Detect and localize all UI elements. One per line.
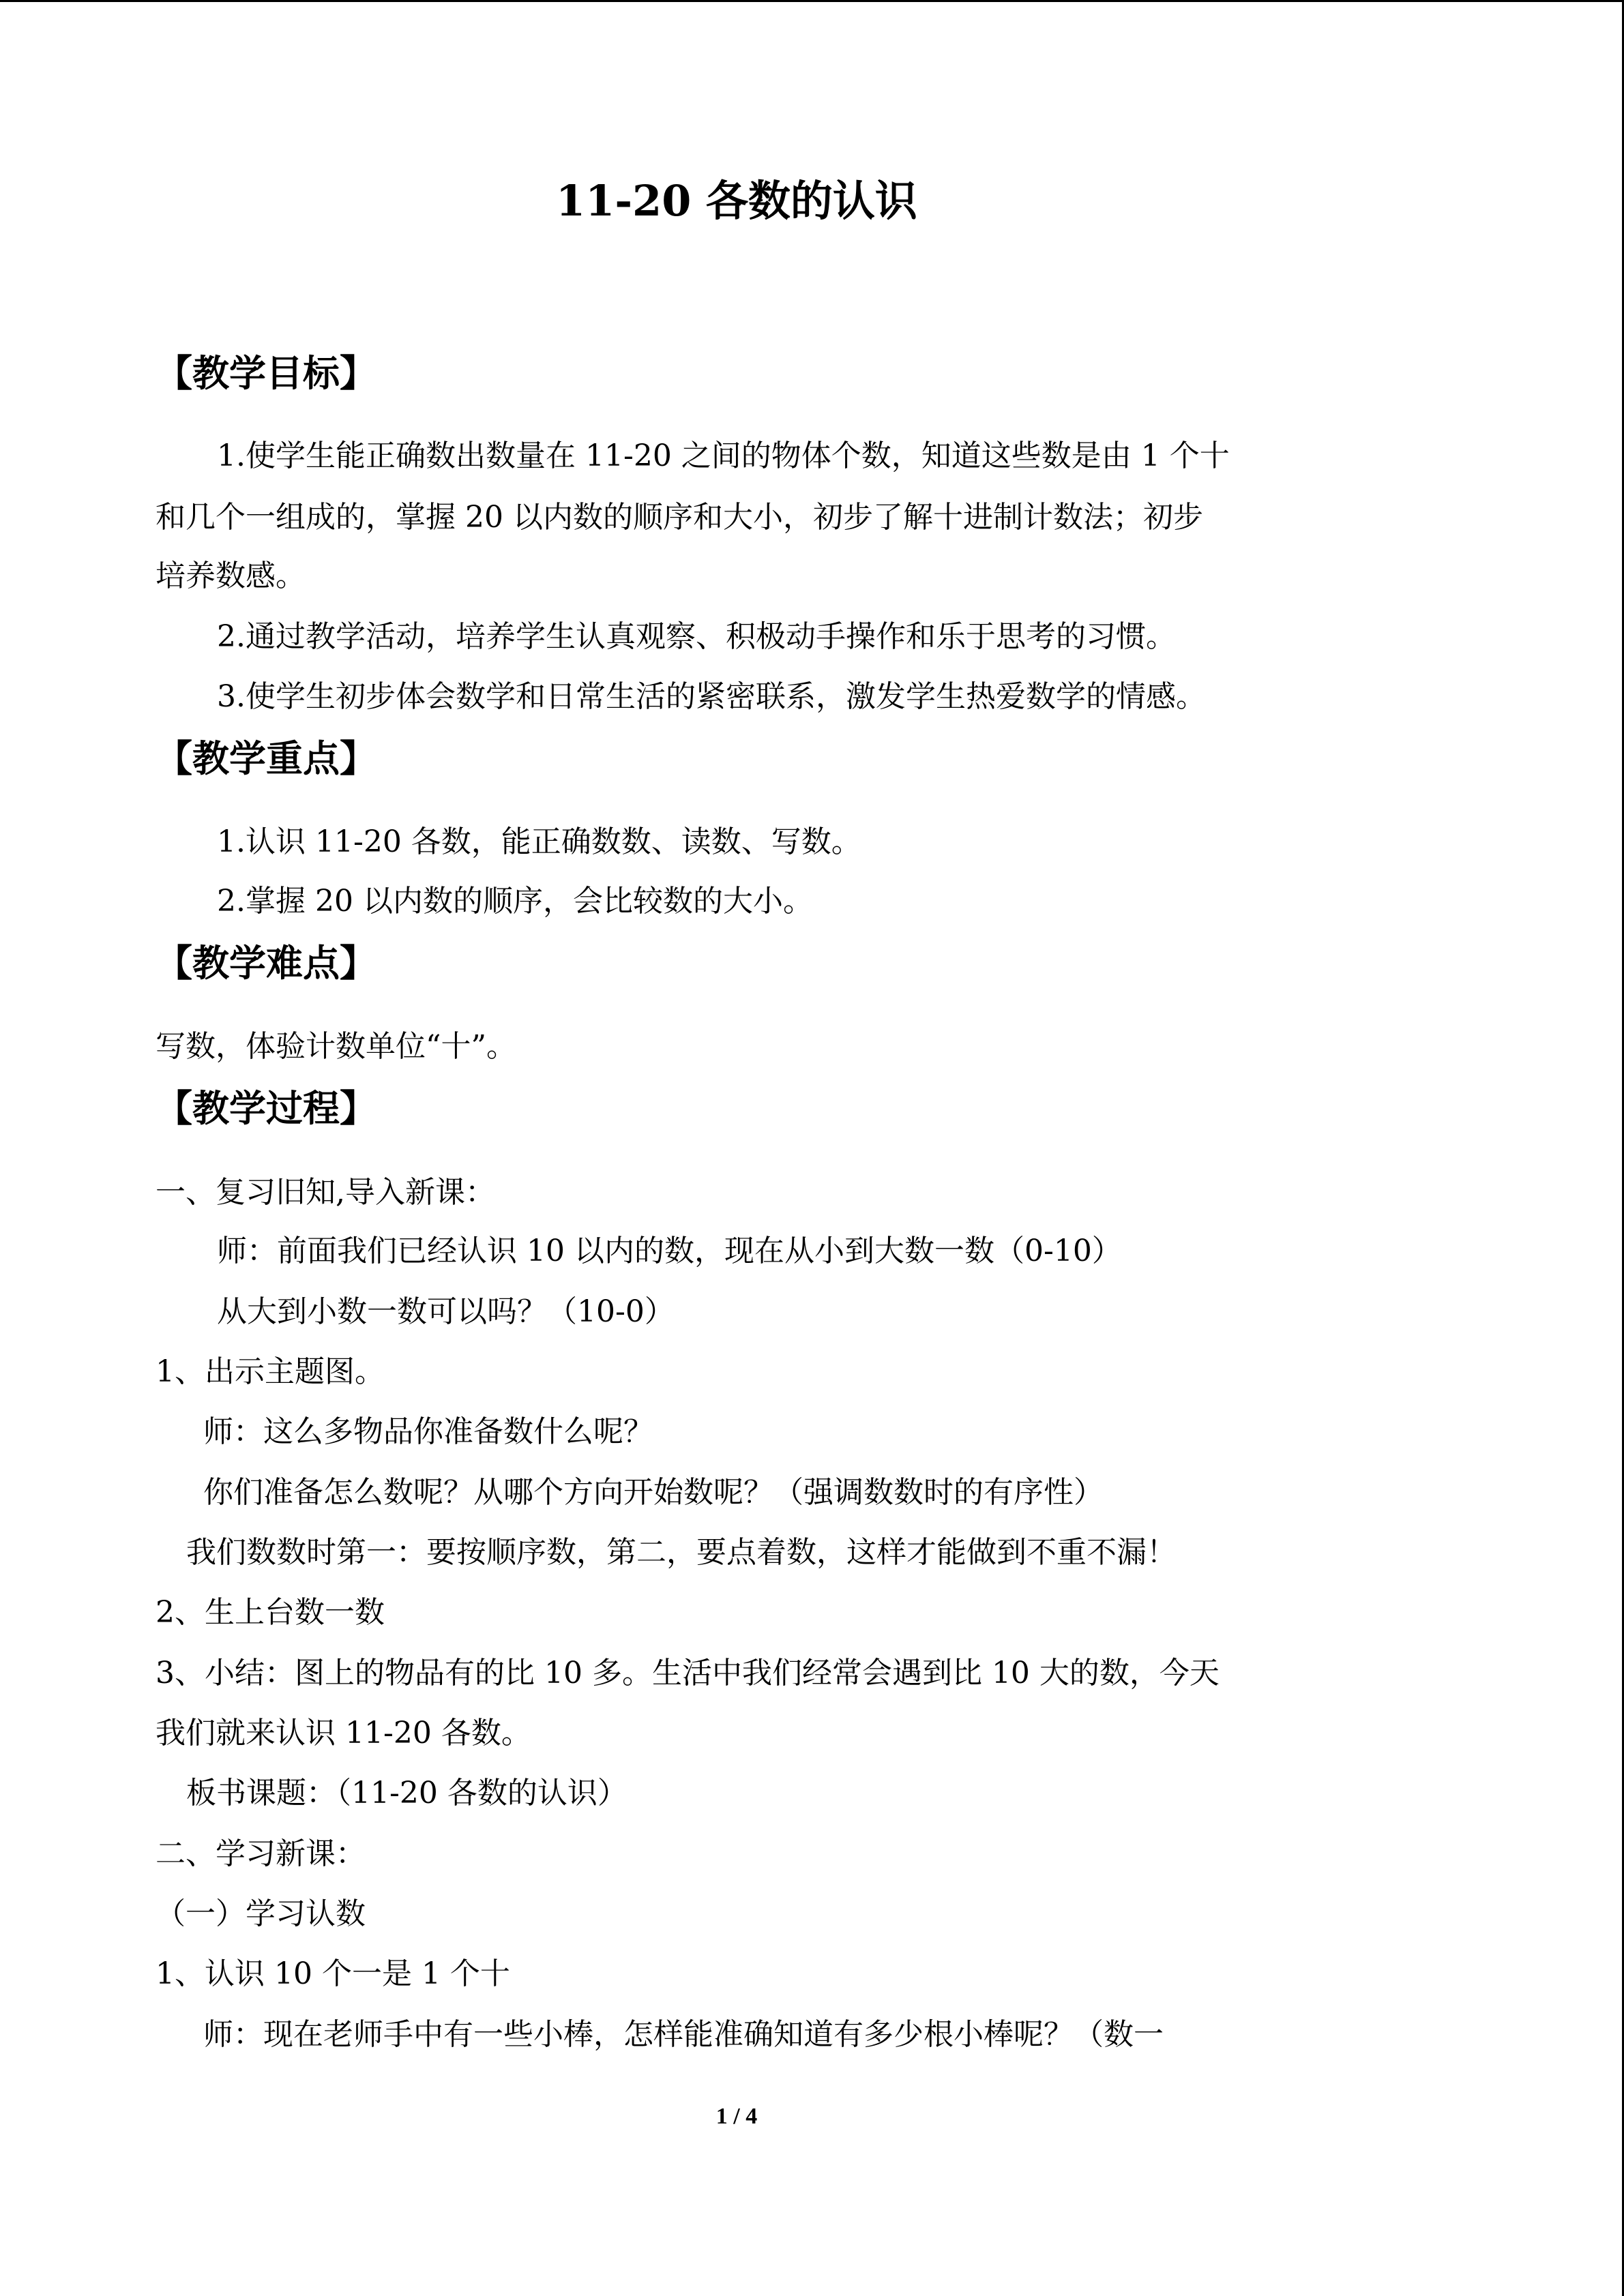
objective-line-1: 1.使学生能正确数出数量在 11-20 之间的物体个数，知道这些数是由 1 个十 <box>217 438 1230 473</box>
difficulty-line-1: 写数，体验计数单位“十”。 <box>156 1029 516 1064</box>
process-line-8: 2、生上台数一数 <box>156 1595 385 1630</box>
page-border-top <box>0 0 1624 2</box>
objective-line-2: 和几个一组成的，掌握 20 以内数的顺序和大小，初步了解十进制计数法；初步 <box>156 500 1203 535</box>
process-line-9: 3、小结：图上的物品有的比 10 多。生活中我们经常会遇到比 10 大的数，今天 <box>156 1656 1220 1690</box>
process-line-12: 二、学习新课： <box>156 1836 366 1871</box>
process-line-11: 板书课题：（11-20 各数的认识） <box>186 1776 628 1810</box>
process-line-1: 一、复习旧知,导入新课： <box>156 1175 495 1210</box>
process-line-7: 我们数数时第一：要按顺序数，第二，要点着数，这样才能做到不重不漏！ <box>186 1535 1177 1570</box>
process-line-3: 从大到小数一数可以吗？（10-0） <box>217 1294 675 1329</box>
process-line-15: 师：现在老师手中有一些小棒，怎样能准确知道有多少根小棒呢？（数一 <box>203 2017 1164 2052</box>
process-line-14: 1、认识 10 个一是 1 个十 <box>156 1956 510 1991</box>
key-point-line-1: 1.认识 11-20 各数，能正确数数、读数、写数。 <box>217 824 861 859</box>
heading-objectives: 【教学目标】 <box>156 352 377 395</box>
heading-key-points: 【教学重点】 <box>156 737 377 780</box>
process-line-2: 师：前面我们已经认识 10 以内的数，现在从小到大数一数（0-10） <box>217 1234 1122 1268</box>
page-number: 1 / 4 <box>715 2104 758 2129</box>
objective-line-3: 培养数感。 <box>156 558 306 593</box>
process-line-4: 1、出示主题图。 <box>156 1354 385 1389</box>
objective-line-5: 3.使学生初步体会数学和日常生活的紧密联系，激发学生热爱数学的情感。 <box>217 679 1206 714</box>
process-line-13: （一）学习认数 <box>156 1896 366 1931</box>
heading-difficulties: 【教学难点】 <box>156 942 377 985</box>
heading-process: 【教学过程】 <box>156 1087 377 1130</box>
process-line-10: 我们就来认识 11-20 各数。 <box>156 1716 531 1750</box>
objective-line-4: 2.通过教学活动，培养学生认真观察、积极动手操作和乐于思考的习惯。 <box>217 619 1176 654</box>
process-line-5: 师：这么多物品你准备数什么呢？ <box>203 1414 653 1449</box>
document-title: 11-20 各数的认识 <box>556 176 917 226</box>
process-line-6: 你们准备怎么数呢？从哪个方向开始数呢？（强调数数时的有序性） <box>203 1475 1104 1510</box>
key-point-line-2: 2.掌握 20 以内数的顺序，会比较数的大小。 <box>217 884 813 919</box>
